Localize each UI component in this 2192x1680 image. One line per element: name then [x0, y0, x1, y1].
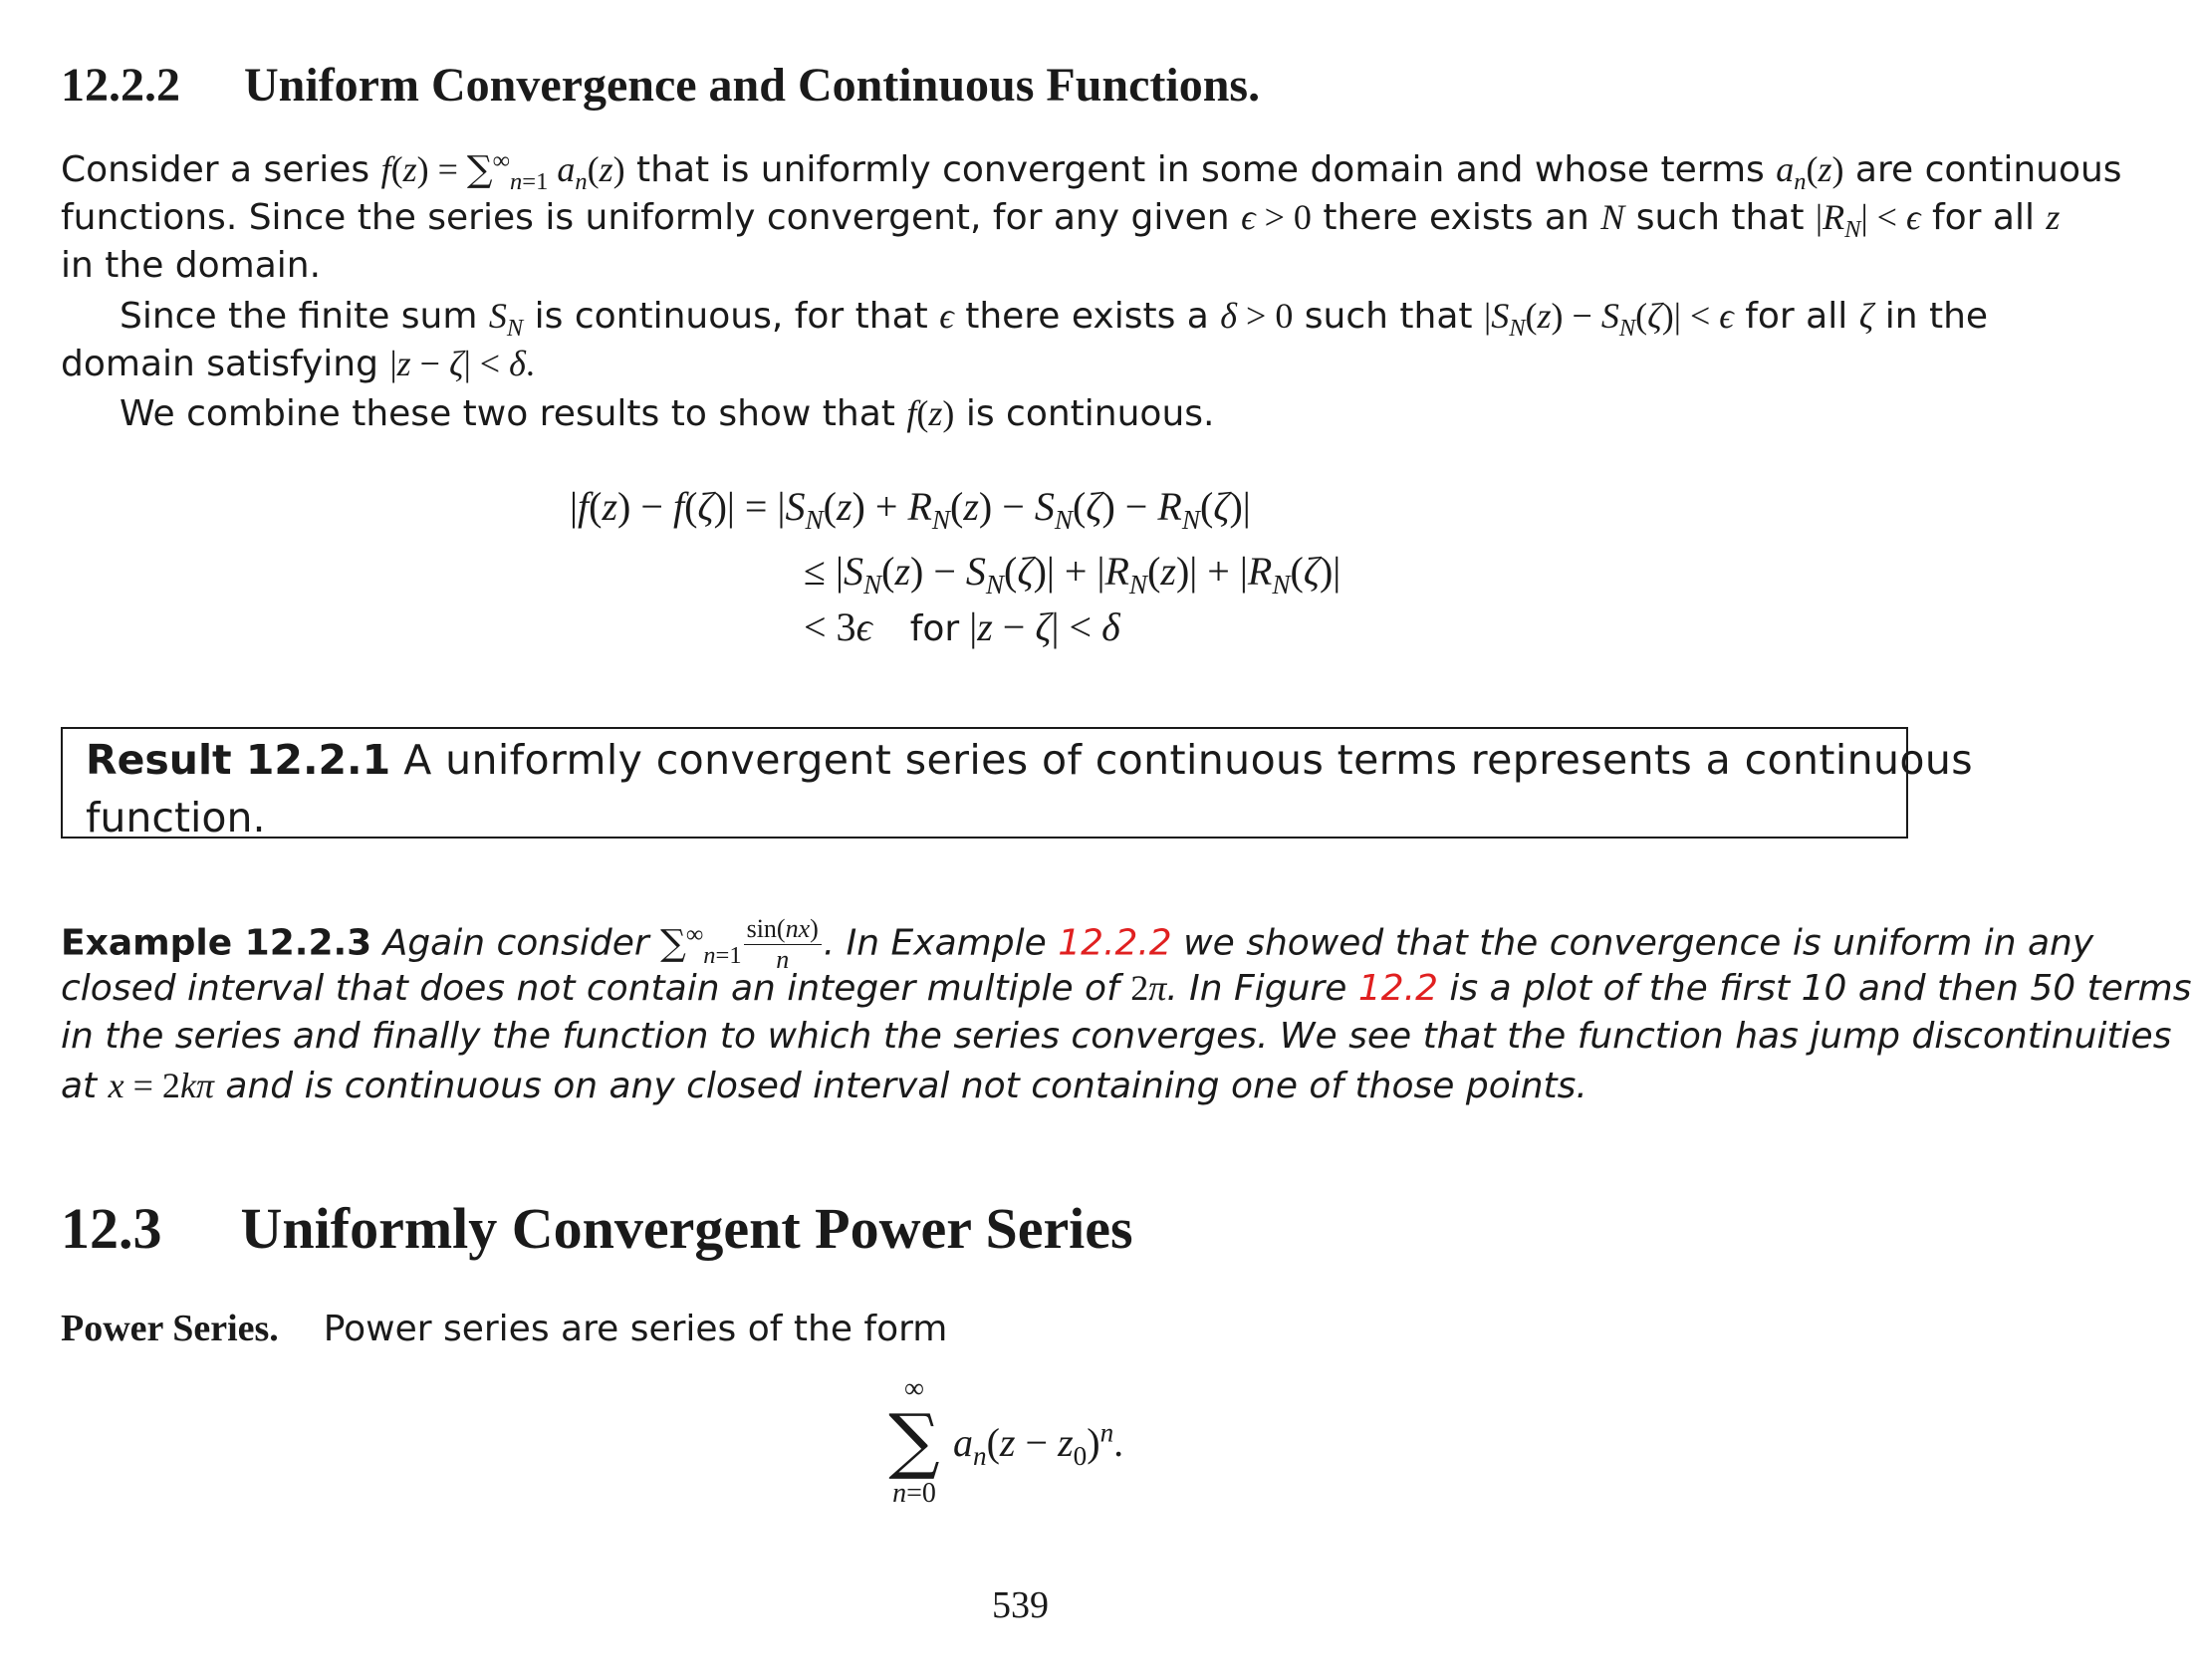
result-line1: Result 12.2.1 A uniformly convergent series of continuous terms represents a continuous: [86, 736, 1974, 784]
result-label: Result 12.2.1: [86, 736, 391, 784]
result-line2: function.: [86, 794, 266, 841]
display-eq-line3: < 3ϵ for |z − ζ| < δ: [804, 604, 1120, 649]
display-eq-line2: ≤ $|S_N(z) - S_N(\zeta)| + |R_N(z)| + |R_N(\zeta)|$: [804, 549, 1341, 600]
power-series-sum: ∞ ∑ n=0: [888, 1373, 940, 1509]
example-line4: at x = 2kπ and is continuous on any closed interval not containing one of those points.: [61, 1066, 1587, 1106]
p1-line1: Consider a series $f(z) = \sum^\infty_{n=1}$ $a_n(z)$ that is uniformly convergent in some domain and whose terms $a_n(z)$ are continuous: [61, 147, 2122, 196]
page-number: 539: [992, 1584, 1049, 1626]
ref-example-12-2-2[interactable]: 12.2.2: [1058, 922, 1172, 964]
display-eq-line1: $|f(z) - f(\zeta)| = |S_N(z) + R_N(z) - S_N(\zeta) - R_N(\zeta)|$: [570, 484, 1251, 535]
section-heading: [61, 58, 1260, 113]
p2-line2: domain satisfying |z − ζ| < δ.: [61, 344, 535, 384]
section-number: 12.2.2: [61, 59, 180, 112]
p1-line2: functions. Since the series is uniformly convergent, for any given ϵ > 0 there exists an N such that $|R_N| < \epsilon$ for all z: [61, 197, 2061, 244]
example-label: Example 12.2.3: [61, 922, 372, 964]
example-line3: in the series and finally the function to which the series converges. We see that the function has jump discontinuities: [61, 1016, 2172, 1057]
section2-title: Uniformly Convergent Power Series: [240, 1196, 1133, 1261]
section2-heading: [61, 1195, 1133, 1262]
example-line2: closed interval that does not contain an integer multiple of 2π. In Figure 12.2 is a plot of the first 10 and then 50 terms: [61, 968, 2192, 1009]
math-f-series: $f(z) = \sum^\infty_{n=1}$ $a_n(z)$: [380, 147, 625, 196]
ref-figure-12-2[interactable]: 12.2: [1357, 968, 1438, 1009]
fraction-sin-nx-over-n: $\frac{\sin(nx)}{n}$: [744, 916, 822, 973]
power-heading: Power Series.: [61, 1308, 279, 1349]
p1-line3: in the domain.: [61, 245, 322, 286]
section2-number: 12.3: [61, 1196, 162, 1261]
power-series-term: $a_n(z - z_0)^n$.: [953, 1417, 1124, 1471]
p3-line1: We combine these two results to show that f(z) is continuous.: [120, 393, 1215, 434]
section-title: Uniform Convergence and Continuous Functions.: [244, 59, 1261, 112]
p2-line1: Since the finite sum $S_N$ is continuous, for that ϵ there exists a δ > 0 such that $|S_N(z) - S_N(\zeta)| < \epsilon$ for all ζ in the: [120, 296, 1989, 343]
power-line: Power Series. Power series are series of the form: [61, 1308, 948, 1349]
example-line1: Example 12.2.3 Again consider $\sum^\infty_{n=1}$ $\frac{\sin(nx)}{n}$ . In Example 12.2.2 we showed that the convergence is uniform in any: [61, 914, 2094, 974]
